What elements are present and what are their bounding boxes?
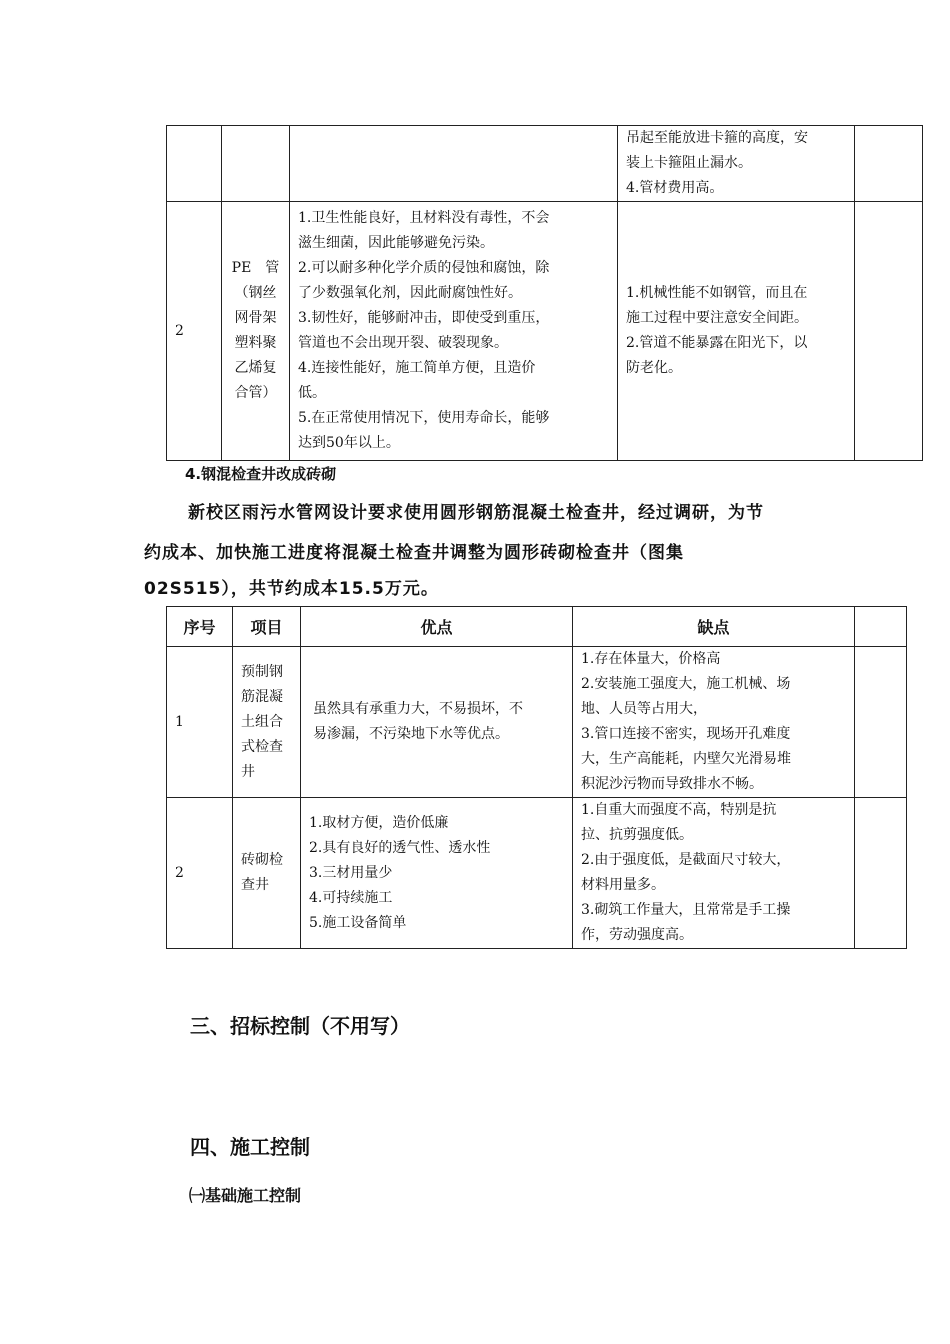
paragraph-line: 约成本、加快施工进度将混凝土检查井调整为圆形砖砌检查井（图集 bbox=[144, 543, 684, 563]
table-row bbox=[167, 798, 907, 949]
row-number-cell bbox=[167, 126, 222, 202]
section-heading: 4.钢混检查井改成砖砌 bbox=[185, 465, 337, 483]
remarks-cell bbox=[855, 126, 923, 202]
table-row bbox=[167, 647, 907, 798]
header-extra bbox=[855, 607, 907, 647]
manhole-comparison-table bbox=[166, 606, 907, 949]
pros-cell bbox=[290, 126, 618, 202]
pros-cell: 1.取材方便，造价低廉 2.具有良好的透气性、透水性 3.三材用量少 4.可持续施工 5.施工设备简单 bbox=[301, 798, 573, 949]
table-row bbox=[167, 126, 923, 202]
header-pros: 优点 bbox=[301, 607, 573, 647]
cons-cell: 1.存在体量大，价格高 2.安装施工强度大，施工机械、场 地、人员等占用大， 3.管口连接不密实，现场开孔难度 大，生产高能耗，内壁欠光滑易堆 积泥沙污物而导致排水不畅。 bbox=[573, 647, 855, 798]
row-number-cell: 1 bbox=[167, 647, 233, 798]
item-cell: 砖砌检 查井 bbox=[233, 798, 301, 949]
cons-cell: 吊起至能放进卡箍的高度，安 装上卡箍阻止漏水。 4.管材费用高。 bbox=[618, 126, 855, 202]
pros-cell: 1.卫生性能良好，且材料没有毒性，不会 滋生细菌，因此能够避免污染。 2.可以耐多种化学介质的侵蚀和腐蚀，除 了少数强氧化剂，因此耐腐蚀性好。 3.韧性好，能够耐冲击，即使受到重压， 管道也不会出现开裂、破裂现象。 4.连接性能好，施工简单方便，且造价 低。 5.在正常使用情况下，使用寿命长，能够 达到50年以上。 bbox=[290, 202, 618, 461]
paragraph-line: 新校区雨污水管网设计要求使用圆形钢筋混凝土检查井，经过调研，为节 bbox=[188, 503, 764, 523]
cons-cell: 1.自重大而强度不高，特别是抗 拉、抗剪强度低。 2.由于强度低，是截面尺寸较大， 材料用量多。 3.砌筑工作量大，且常常是手工操 作，劳动强度高。 bbox=[573, 798, 855, 949]
section-heading-bidding: 三、招标控制（不用写） bbox=[190, 1014, 410, 1038]
cons-cell: 1.机械性能不如钢管，而且在 施工过程中要注意安全间距。 2.管道不能暴露在阳光下，以 防老化。 bbox=[618, 202, 855, 461]
item-cell: 预制钢 筋混凝 土组合 式检查 井 bbox=[233, 647, 301, 798]
header-number: 序号 bbox=[167, 607, 233, 647]
pros-cell: 虽然具有承重力大，不易损坏，不 易渗漏，不污染地下水等优点。 bbox=[301, 647, 573, 798]
header-item: 项目 bbox=[233, 607, 301, 647]
remarks-cell bbox=[855, 647, 907, 798]
item-cell: PE 管 （钢丝 网骨架 塑料聚 乙烯复 合管） bbox=[222, 202, 290, 461]
row-number-cell: 2 bbox=[167, 798, 233, 949]
paragraph-line: 02S515），共节约成本15.5万元。 bbox=[144, 579, 439, 599]
remarks-cell bbox=[855, 202, 923, 461]
pipe-comparison-table-continued bbox=[166, 125, 923, 461]
item-cell bbox=[222, 126, 290, 202]
remarks-cell bbox=[855, 798, 907, 949]
section-heading-construction: 四、施工控制 bbox=[190, 1135, 310, 1159]
table-header-row bbox=[167, 607, 907, 647]
subsection-heading-foundation: ㈠基础施工控制 bbox=[189, 1186, 302, 1205]
row-number-cell: 2 bbox=[167, 202, 222, 461]
table-row bbox=[167, 202, 923, 461]
header-cons: 缺点 bbox=[573, 607, 855, 647]
